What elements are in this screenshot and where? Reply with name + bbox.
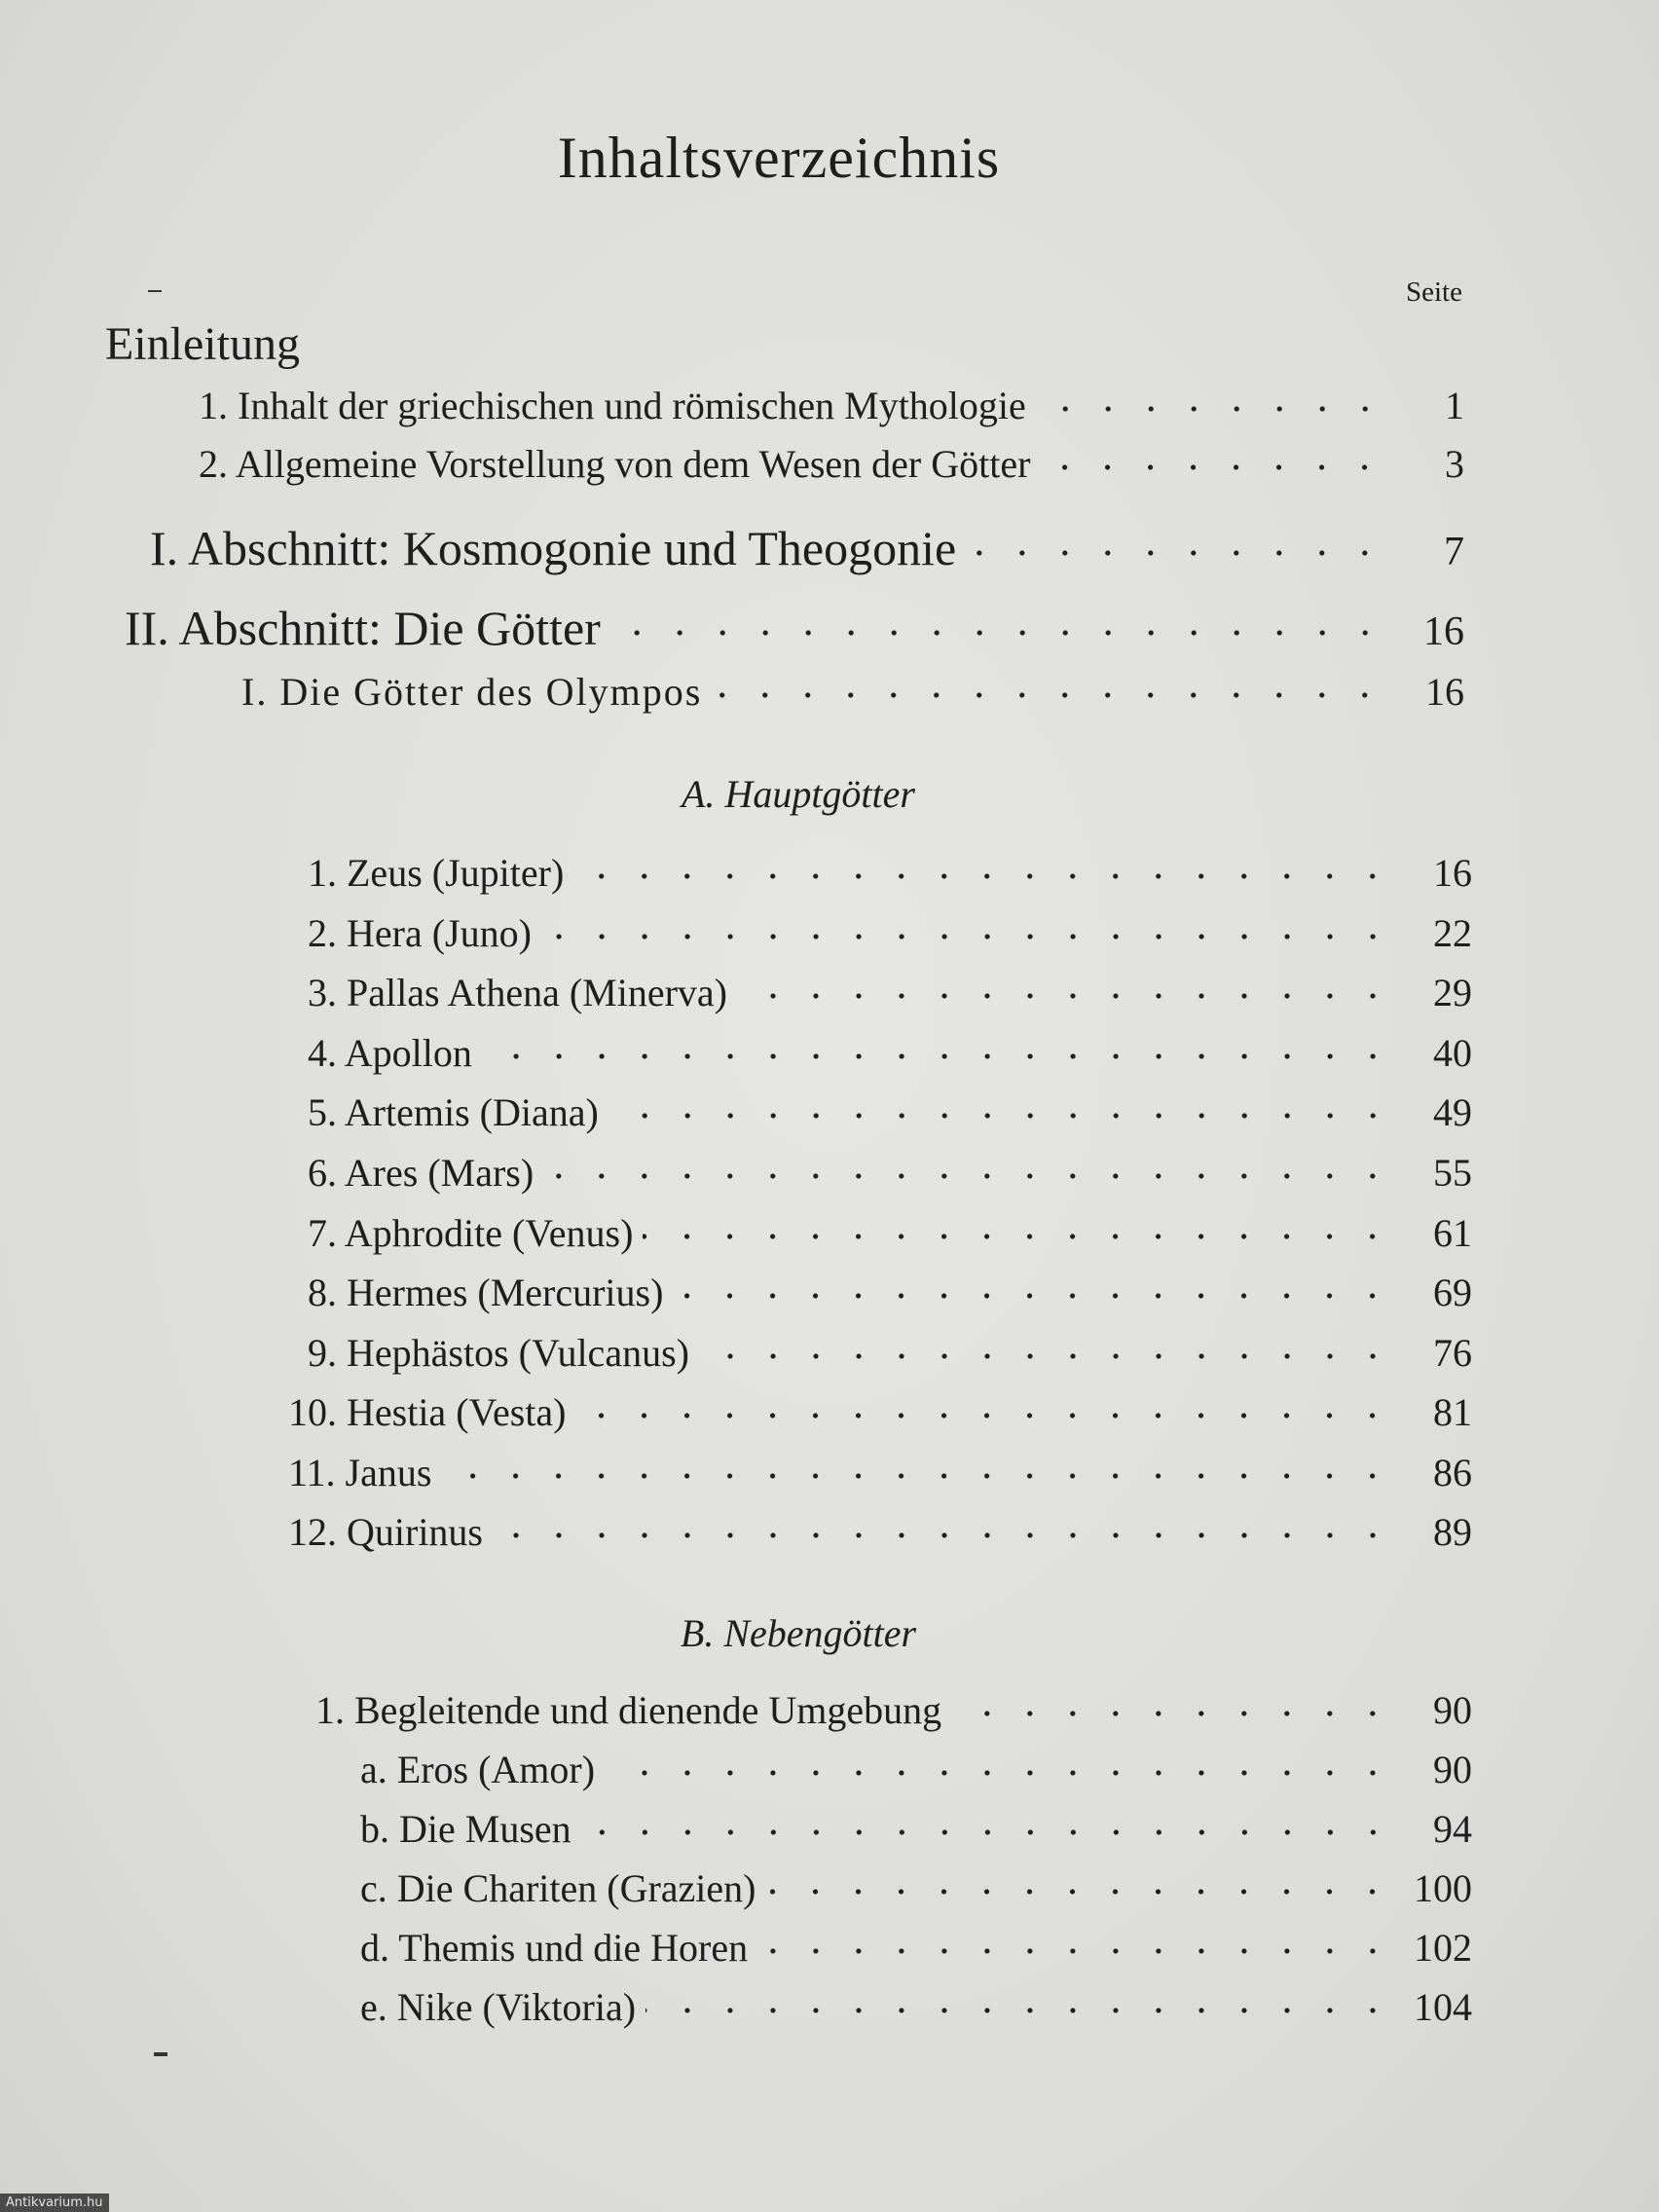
- toc-entry-label: 5. Artemis (Diana): [308, 1090, 599, 1134]
- toc-entry: [315, 1684, 1472, 1733]
- toc-entry: [308, 967, 1472, 1015]
- paper-mark: [154, 2052, 167, 2056]
- toc-section-2: [125, 596, 1464, 656]
- toc-entry-page: 3: [1445, 442, 1464, 486]
- toc-section-1: [150, 516, 1464, 576]
- toc-entry-page: 86: [1433, 1451, 1472, 1494]
- toc-entry-label: 7. Aphrodite (Venus): [308, 1211, 634, 1255]
- toc-entry-page: 16: [1425, 670, 1464, 714]
- toc-entry-label: 1. Begleitende und dienende Umgebung: [315, 1688, 942, 1732]
- toc-entry-label: 1. Inhalt der griechischen und römischen Mythologie: [199, 384, 1026, 427]
- toc-entry-label: 8. Hermes (Mercurius): [308, 1271, 664, 1314]
- toc-entry-label: a. Eros (Amor): [360, 1748, 596, 1791]
- dot-leader: [643, 1207, 1394, 1246]
- toc-entry-page: 90: [1433, 1688, 1472, 1732]
- toc-entry-label: c. Die Chariten (Grazien): [360, 1866, 756, 1910]
- toc-entry-page: 61: [1433, 1211, 1472, 1255]
- toc-entry-intro-2: [199, 438, 1464, 487]
- toc-entry-page: 16: [1433, 851, 1472, 895]
- dot-leader: [951, 1684, 1394, 1723]
- toc-entry: [360, 1803, 1472, 1852]
- toc-entry: [308, 907, 1472, 956]
- toc-entry-page: 55: [1433, 1151, 1472, 1195]
- dot-leader: [757, 1922, 1394, 1961]
- toc-entry-label: 1. Zeus (Jupiter): [308, 851, 565, 895]
- dot-leader: [966, 516, 1386, 565]
- toc-entry-intro-1: [199, 380, 1464, 428]
- toc-entry-label: 2. Hera (Juno): [308, 911, 532, 955]
- group-b-heading: B. Nebengötter: [680, 1611, 917, 1655]
- paper-mark: [148, 290, 162, 292]
- toc-entry-page: 102: [1414, 1926, 1472, 1970]
- dot-leader: [673, 1267, 1394, 1306]
- toc-entry-page: 104: [1414, 1985, 1472, 2029]
- toc-entry-label: 4. Apollon: [308, 1031, 472, 1075]
- dot-leader: [610, 596, 1386, 645]
- dot-leader: [765, 1862, 1394, 1901]
- watermark: Antikvarium.hu: [0, 2194, 109, 2212]
- dot-leader: [543, 1147, 1394, 1186]
- toc-entry-label: d. Themis und die Horen: [360, 1926, 749, 1970]
- dot-leader: [1036, 380, 1386, 419]
- toc-entry-label: 10. Hestia (Vesta): [288, 1390, 567, 1434]
- toc-entry: [308, 1087, 1472, 1135]
- toc-entry: [360, 1922, 1472, 1971]
- page-column-header: Seite: [1406, 276, 1462, 308]
- toc-entry-label: 12. Quirinus: [288, 1510, 483, 1554]
- toc-entry-label: 3. Pallas Athena (Minerva): [308, 971, 727, 1014]
- group-a-heading: A. Hauptgötter: [682, 772, 915, 816]
- toc-entry-page: 1: [1445, 384, 1464, 427]
- toc-entry-page: 7: [1444, 530, 1464, 574]
- dot-leader: [441, 1447, 1394, 1486]
- toc-entry: [288, 1447, 1472, 1495]
- toc-entry-page: 81: [1433, 1390, 1472, 1434]
- dot-leader: [608, 1087, 1394, 1125]
- toc-entry-page: 89: [1433, 1510, 1472, 1554]
- toc-entry-label: b. Die Musen: [360, 1807, 571, 1851]
- toc-entry: [308, 1327, 1472, 1376]
- dot-leader: [575, 1386, 1394, 1425]
- dot-leader: [699, 1327, 1394, 1366]
- toc-entry-label: 9. Hephästos (Vulcanus): [308, 1331, 689, 1375]
- toc-entry-page: 49: [1433, 1090, 1472, 1134]
- dot-leader: [482, 1027, 1394, 1066]
- toc-entry: [308, 847, 1472, 896]
- dot-leader: [573, 847, 1394, 886]
- dot-leader: [1040, 438, 1386, 477]
- dot-leader: [493, 1506, 1394, 1545]
- dot-leader: [645, 1981, 1394, 2020]
- toc-entry-label: II. Abschnitt: Die Götter: [125, 601, 601, 655]
- toc-entry: [360, 1744, 1472, 1792]
- toc-entry: [360, 1862, 1472, 1911]
- toc-entry-label: 11. Janus: [288, 1451, 432, 1494]
- toc-entry: [308, 1147, 1472, 1196]
- toc-entry-label: I. Die Götter des Olympos: [241, 670, 703, 714]
- dot-leader: [712, 666, 1386, 705]
- page-title: Inhaltsverzeichnis: [557, 126, 1001, 190]
- introduction-heading: Einleitung: [105, 318, 300, 370]
- toc-entry-label: 2. Allgemeine Vorstellung von dem Wesen der Götter: [199, 442, 1031, 486]
- toc-entry: [288, 1386, 1472, 1435]
- toc-entry-page: 90: [1433, 1748, 1472, 1791]
- toc-subsection-olympos: [241, 666, 1464, 715]
- toc-entry-page: 16: [1423, 609, 1464, 654]
- toc-entry: [288, 1506, 1472, 1555]
- toc-entry-page: 29: [1433, 971, 1472, 1014]
- toc-entry-page: 22: [1433, 911, 1472, 955]
- toc-entry-label: e. Nike (Viktoria): [360, 1985, 637, 2029]
- dot-leader: [737, 967, 1394, 1006]
- toc-entry: [308, 1027, 1472, 1076]
- toc-entry-page: 69: [1433, 1271, 1472, 1314]
- toc-entry-page: 94: [1433, 1807, 1472, 1851]
- dot-leader: [581, 1803, 1394, 1842]
- toc-entry-label: 6. Ares (Mars): [308, 1151, 535, 1195]
- toc-entry: [360, 1981, 1472, 2030]
- toc-entry: [308, 1207, 1472, 1256]
- toc-entry-page: 40: [1433, 1031, 1472, 1075]
- dot-leader: [605, 1744, 1394, 1783]
- toc-entry-page: 76: [1433, 1331, 1472, 1375]
- toc-entry-page: 100: [1414, 1866, 1472, 1910]
- toc-entry: [308, 1267, 1472, 1315]
- dot-leader: [541, 907, 1394, 946]
- toc-entry-label: I. Abschnitt: Kosmogonie und Theogonie: [150, 521, 957, 575]
